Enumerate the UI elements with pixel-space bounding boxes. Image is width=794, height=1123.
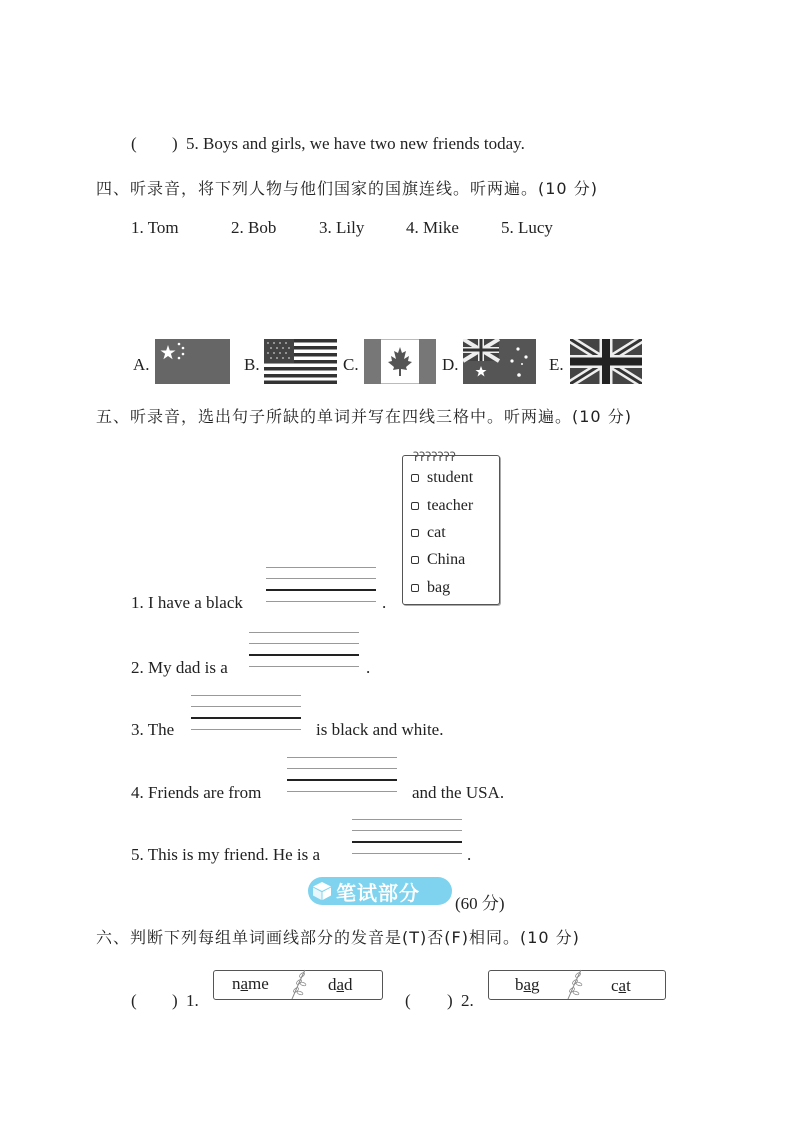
word-bank-item bbox=[411, 524, 446, 542]
usa-flag-icon bbox=[264, 339, 337, 384]
q5-text: 5. Boys and girls, we have two new friends today. bbox=[186, 134, 525, 153]
answer-paren-open: ( bbox=[405, 991, 411, 1010]
word-one: bag bbox=[515, 975, 540, 994]
word-label: cat bbox=[427, 524, 446, 541]
word-label: student bbox=[427, 469, 474, 486]
written-part-title: 笔试部分 bbox=[336, 881, 420, 905]
sentence-after: and the USA. bbox=[412, 783, 505, 802]
q5-paren-close: ) bbox=[172, 134, 178, 153]
name-item: 5. Lucy bbox=[501, 218, 553, 237]
section5-heading: 五、听录音，选出句子所缺的单词并写在四线三格中。听两遍。(10 分) bbox=[96, 407, 632, 426]
china-flag-icon bbox=[155, 339, 230, 384]
section4-heading: 四、听录音，将下列人物与他们国家的国旗连线。听两遍。(10 分) bbox=[96, 179, 598, 198]
four-line-grid[interactable] bbox=[287, 757, 397, 793]
sentence-before: 5. This is my friend. He is a bbox=[131, 845, 321, 864]
sentence-before: 1. I have a black bbox=[131, 593, 243, 612]
name-item: 3. Lily bbox=[319, 218, 365, 237]
cube-icon bbox=[312, 881, 332, 901]
answer-paren-close: ) bbox=[447, 991, 453, 1010]
word-two: dad bbox=[328, 975, 353, 994]
word-label: teacher bbox=[427, 497, 474, 514]
notepad-rings: ʔʔʔʔʔʔʔ bbox=[413, 450, 456, 464]
written-part-score: (60 分) bbox=[455, 894, 505, 913]
word-bank-item bbox=[411, 579, 450, 597]
checkbox-icon bbox=[411, 502, 419, 510]
section6-heading: 六、判断下列每组单词画线部分的发音是(T)否(F)相同。(10 分) bbox=[96, 928, 580, 947]
checkbox-icon bbox=[411, 529, 419, 537]
name-item: 1. Tom bbox=[131, 218, 179, 237]
flag-label: E. bbox=[549, 355, 564, 374]
uk-flag-icon bbox=[570, 339, 642, 384]
sentence-before: 3. The bbox=[131, 720, 175, 739]
sentence-after: . bbox=[366, 658, 371, 677]
word-label: bag bbox=[427, 579, 451, 596]
leaf-sprig-icon bbox=[288, 968, 308, 1000]
word-bank-item bbox=[411, 551, 465, 569]
four-line-grid[interactable] bbox=[249, 632, 359, 668]
name-item: 2. Bob bbox=[231, 218, 277, 237]
item-number: 2. bbox=[461, 991, 474, 1010]
answer-paren-open: ( bbox=[131, 991, 137, 1010]
q5-paren-open: ( bbox=[131, 134, 137, 153]
sentence-after: . bbox=[382, 593, 387, 612]
checkbox-icon bbox=[411, 584, 419, 592]
sentence-after: . bbox=[467, 845, 472, 864]
sentence-before: 2. My dad is a bbox=[131, 658, 228, 677]
australia-flag-icon bbox=[463, 339, 536, 384]
flag-label: C. bbox=[343, 355, 359, 374]
item-number: 1. bbox=[186, 991, 199, 1010]
canada-flag-icon bbox=[364, 339, 436, 384]
leaf-sprig-icon bbox=[564, 968, 584, 1000]
sentence-after: is black and white. bbox=[316, 720, 444, 739]
flag-label: D. bbox=[442, 355, 459, 374]
word-one: name bbox=[232, 974, 269, 993]
word-bank-item bbox=[411, 469, 473, 487]
flag-label: B. bbox=[244, 355, 260, 374]
answer-paren-close: ) bbox=[172, 991, 178, 1010]
four-line-grid[interactable] bbox=[191, 695, 301, 731]
four-line-grid[interactable] bbox=[352, 819, 462, 855]
checkbox-icon bbox=[411, 556, 419, 564]
word-label: China bbox=[427, 551, 466, 568]
word-bank-item bbox=[411, 497, 473, 515]
word-two: cat bbox=[611, 976, 631, 995]
flag-label: A. bbox=[133, 355, 150, 374]
sentence-before: 4. Friends are from bbox=[131, 783, 262, 802]
checkbox-icon bbox=[411, 474, 419, 482]
name-item: 4. Mike bbox=[406, 218, 459, 237]
word-bank-notepad bbox=[402, 450, 500, 605]
four-line-grid[interactable] bbox=[266, 567, 376, 603]
